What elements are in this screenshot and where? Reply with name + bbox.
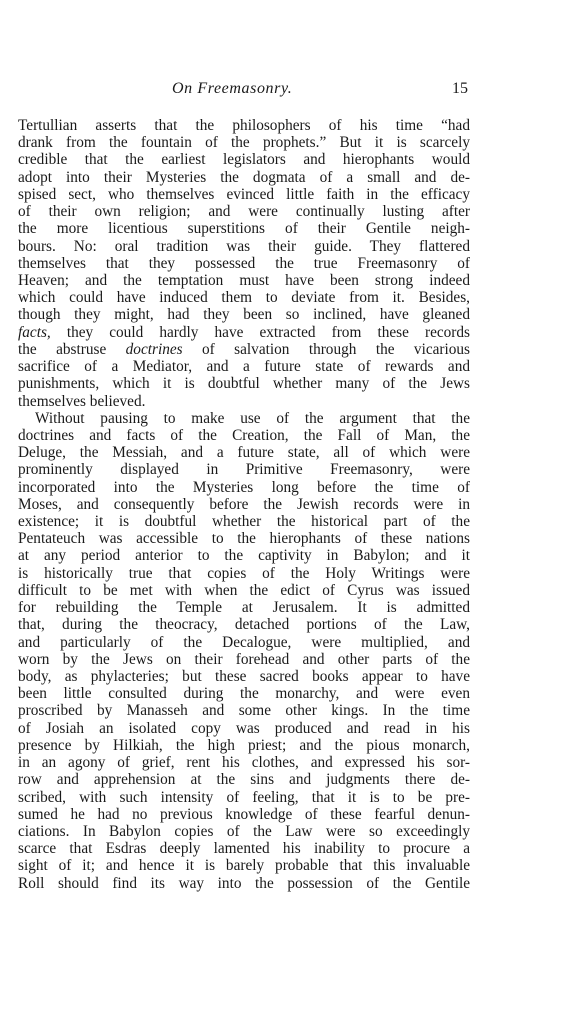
text-line: scribed, with such intensity of feeling, that it is to be pre- [18, 788, 470, 806]
text-span: the abstruse [18, 340, 126, 358]
text-line: proscribed by Manasseh and some other kings. In the time [18, 702, 470, 720]
text-line: at any period anterior to the captivity in Babylon; and it [18, 547, 470, 565]
text-line: in an agony of grief, rent his clothes, and expressed his sor- [18, 754, 470, 772]
text-line: sight of it; and hence it is barely probable that this invaluable [18, 857, 470, 875]
text-line: adopt into their Mysteries the dogmata of a small and de- [18, 168, 470, 186]
text-line: existence; it is doubtful whether the historical part of the [18, 513, 470, 531]
text-line: drank from the fountain of the prophets.” But it is scarcely [18, 134, 470, 152]
text-line: and particularly of the Decalogue, were multiplied, and [18, 633, 470, 651]
text-line: Roll should find its way into the possession of the Gentile [18, 874, 470, 892]
italic-word: facts, [18, 323, 51, 341]
text-line: themselves that they possessed the true Freemasonry of [18, 254, 470, 272]
text-line: which could have induced them to deviate from it. Besides, [18, 289, 470, 307]
text-line: prominently displayed in Primitive Freemasonry, were [18, 461, 470, 479]
text-line: ciations. In Babylon copies of the Law were so exceedingly [18, 822, 470, 840]
text-line: difficult to be met with when the edict of Cyrus was issued [18, 581, 470, 599]
text-line: is historically true that copies of the Holy Writings were [18, 564, 470, 582]
text-line: that, during the theocracy, detached portions of the Law, [18, 616, 470, 634]
body-text [18, 117, 470, 892]
text-line: though they might, had they been so inclined, have gleaned [18, 306, 470, 324]
text-line: spised sect, who themselves evinced little faith in the efficacy [18, 185, 470, 203]
text-line: Without pausing to make use of the argument that the [35, 409, 470, 427]
text-line: credible that the earliest legislators and hierophants would [18, 151, 470, 169]
text-line: the more licentious superstitions of their Gentile neigh- [18, 220, 470, 238]
text-line: Deluge, the Messiah, and a future state, all of which were [18, 444, 470, 462]
text-line: body, as phylacteries; but these sacred books appear to have [18, 668, 470, 685]
text-line: Moses, and consequently before the Jewish records were in [18, 495, 470, 513]
text-line [18, 324, 470, 341]
page-number: 15 [452, 80, 468, 97]
text-line: presence by Hilkiah, the high priest; and the pious monarch, [18, 736, 470, 754]
text-line: Pentateuch was accessible to the hierophants of these nations [18, 530, 470, 548]
text-line: sacrifice of a Mediator, and a future state of rewards and [18, 358, 470, 376]
text-line: for rebuilding the Temple at Jerusalem. It is admitted [18, 599, 470, 617]
text-line: incorporated into the Mysteries long before the time of [18, 478, 470, 496]
italic-word: doctrines [125, 340, 183, 358]
text-line [18, 341, 470, 358]
text-line: punishments, which it is doubtful whether many of the Jews [18, 375, 470, 393]
text-line: sumed he had no previous knowledge of these fearful denun- [18, 805, 470, 823]
text-line: worn by the Jews on their forehead and other parts of the [18, 650, 470, 668]
text-line: of Josiah an isolated copy was produced and read in his [18, 719, 470, 737]
text-line: Heaven; and the temptation must have been strong indeed [18, 271, 470, 289]
text-line: of their own religion; and were continually lusting after [18, 203, 470, 221]
text-line: bours. No: oral tradition was their guide. They flattered [18, 237, 470, 255]
text-line: scarce that Esdras deeply lamented his inability to procure a [18, 840, 470, 858]
text-span: they could hardly have extracted from these records [50, 323, 470, 341]
text-line: been little consulted during the monarchy, and were even [18, 685, 470, 703]
text-line: doctrines and facts of the Creation, the Fall of Man, the [18, 426, 470, 444]
running-title: On Freemasonry. [172, 80, 293, 97]
running-head [0, 80, 569, 102]
text-line: row and apprehension at the sins and judgments there de- [18, 771, 470, 789]
text-line: themselves believed. [18, 392, 146, 410]
text-line: Tertullian asserts that the philosophers of his time “had [18, 117, 470, 134]
text-span: of salvation through the vicarious [182, 340, 470, 358]
